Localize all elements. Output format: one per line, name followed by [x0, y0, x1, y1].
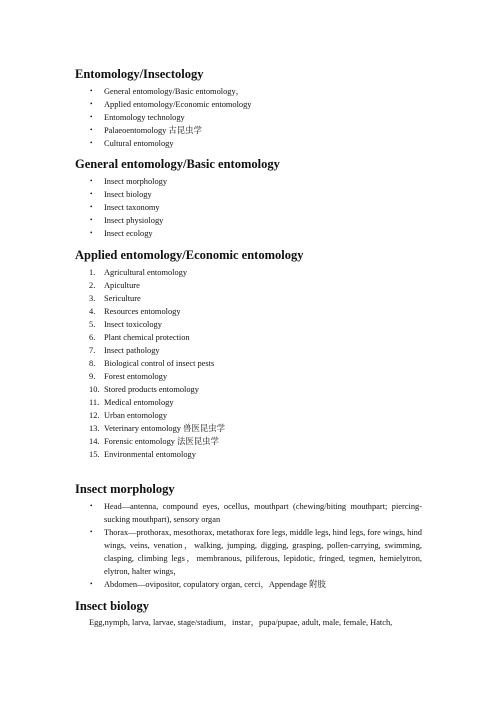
numbered-list	[75, 266, 435, 461]
list-item: • Insect physiology	[75, 214, 435, 227]
list-item	[75, 396, 435, 409]
section-heading: Insect biology	[75, 599, 149, 613]
list-item	[75, 383, 435, 396]
list-item: • Palaeoentomology 古昆虫学	[75, 124, 435, 137]
list-number: 13.	[89, 424, 100, 433]
list-item: • General entomology/Basic entomology，	[75, 85, 435, 98]
list-number: 1.	[89, 268, 96, 277]
list-item-text: Resources entomology	[104, 307, 181, 316]
body-paragraph: Egg,nymph, larva, larvae, stage/stadium，instar，pupa/pupae, adult, male, female, Hatch,	[89, 618, 393, 627]
list-item	[75, 331, 435, 344]
list-number: 3.	[89, 294, 96, 303]
list-item-text: Medical entomology	[104, 398, 174, 407]
bullet-list	[75, 500, 422, 591]
section-heading: Insect morphology	[75, 482, 175, 496]
list-item: • Insect morphology	[75, 175, 435, 188]
list-item-text: Urban entomology	[104, 411, 168, 420]
list-item	[75, 279, 435, 292]
section-insect-morphology	[75, 482, 422, 591]
list-item-text: Sericulture	[104, 294, 141, 303]
list-item	[75, 448, 435, 461]
list-item	[75, 292, 435, 305]
list-item	[75, 266, 435, 279]
list-item	[75, 344, 435, 357]
bullet-list	[75, 85, 435, 150]
list-number: 6.	[89, 333, 96, 342]
list-item: • Thorax—prothorax, mesothorax, metathorax fore legs, middle legs, hind legs, fore wings, hind wings, veins, venation，walking, jumping, digging, grasping, pollen-carrying, swimming, clasping, climbing legs，membranous, piliferous, lepidotic, fringed, tegmen, hemielytron, elytron, halter wings，	[75, 526, 422, 578]
list-item: • Insect taxonomy	[75, 201, 435, 214]
list-item-text: Biological control of insect pests	[104, 359, 215, 368]
list-item	[75, 318, 435, 331]
list-number: 7.	[89, 346, 96, 355]
list-item: • Cultural entomology	[75, 137, 435, 150]
list-item-text: Apiculture	[104, 281, 140, 290]
list-item: • Insect ecology	[75, 227, 435, 240]
list-number: 4.	[89, 307, 96, 316]
list-item	[75, 305, 435, 318]
list-number: 2.	[89, 281, 96, 290]
bullet-list	[75, 175, 435, 240]
list-item	[75, 409, 435, 422]
section-general-entomology	[75, 157, 435, 240]
list-item: • Insect biology	[75, 188, 435, 201]
section-entomology	[75, 67, 435, 150]
list-number: 11.	[89, 398, 100, 407]
list-item-text: Forest entomology	[104, 372, 168, 381]
list-item: • Entomology technology	[75, 111, 435, 124]
section-heading: General entomology/Basic entomology	[75, 157, 280, 171]
list-number: 5.	[89, 320, 96, 329]
list-number: 8.	[89, 359, 96, 368]
list-item-text: Stored products entomology	[104, 385, 199, 394]
list-item-text: Insect toxicology	[104, 320, 162, 329]
list-item-text: Plant chemical protection	[104, 333, 190, 342]
list-item: • Abdomen—ovipositor, copulatory organ, cerci，Appendage 附肢	[75, 578, 422, 591]
list-item	[75, 370, 435, 383]
list-item-text: Agricultural entomology	[104, 268, 188, 277]
section-applied-entomology	[75, 248, 435, 461]
list-item: • Head—antenna, compound eyes, ocellus, mouthpart (chewing/biting mouthpart; piercing-sucking mouthpart), sensory organ	[75, 500, 422, 526]
list-item-text: Forensic entomology 法医昆虫学	[104, 437, 219, 446]
list-number: 15.	[89, 450, 100, 459]
section-heading: Entomology/Insectology	[75, 67, 204, 81]
list-item-text: Veterinary entomology 兽医昆虫学	[104, 424, 225, 433]
section-heading: Applied entomology/Economic entomology	[75, 248, 304, 262]
list-item	[75, 435, 435, 448]
list-number: 12.	[89, 411, 100, 420]
list-number: 10.	[89, 385, 100, 394]
list-number: 9.	[89, 372, 96, 381]
list-item-text: Insect pathology	[104, 346, 160, 355]
list-item-text: Environmental entomology	[104, 450, 196, 459]
list-item	[75, 422, 435, 435]
list-number: 14.	[89, 437, 100, 446]
list-item: • Applied entomology/Economic entomology	[75, 98, 435, 111]
list-item	[75, 357, 435, 370]
section-insect-biology	[75, 599, 435, 629]
